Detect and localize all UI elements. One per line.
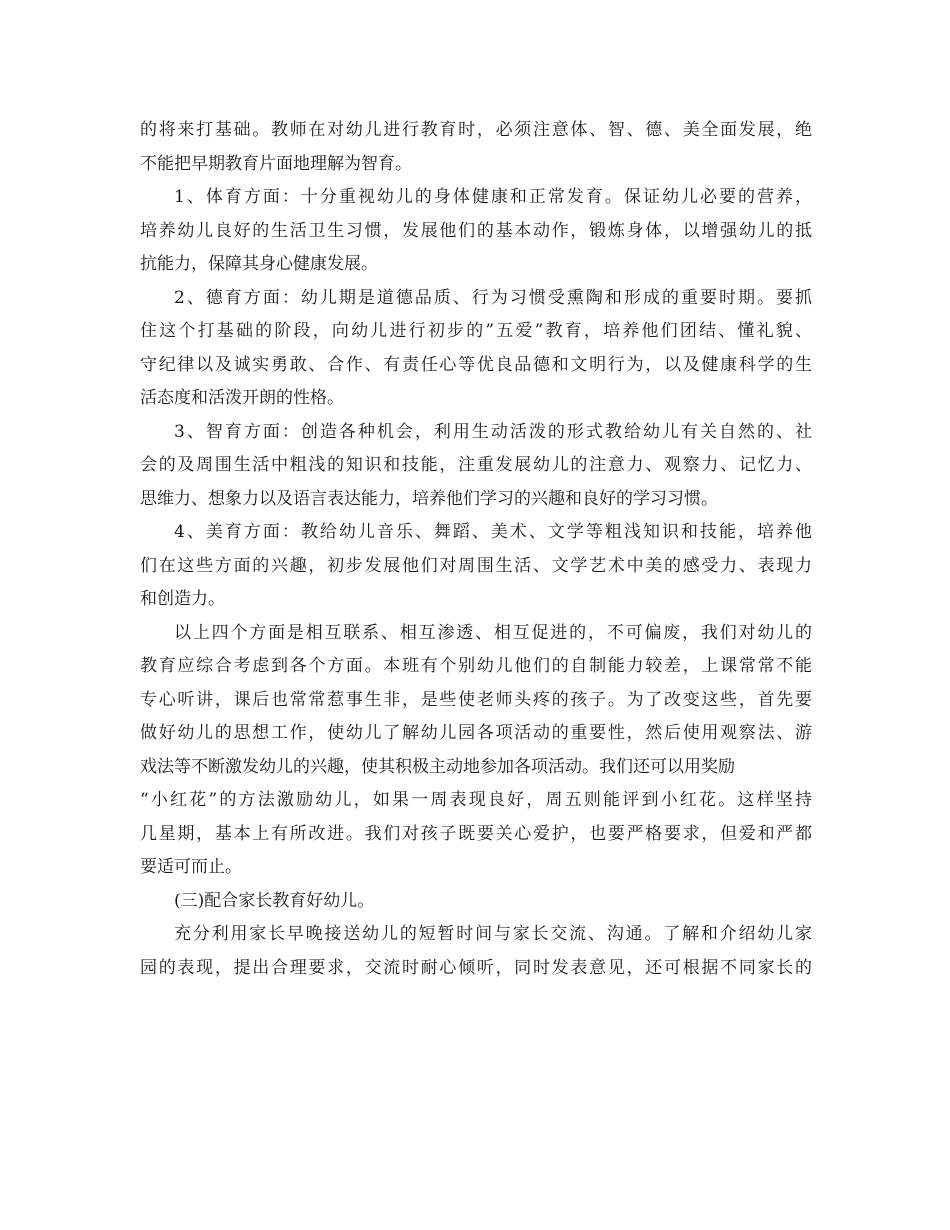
text-line: 专心听讲，课后也常常惹事生非，是些使老师头疼的孩子。为了改变这些，首先要 bbox=[140, 689, 812, 710]
text-line: 们在这些方面的兴趣，初步发展他们对周围生活、文学艺术中美的感受力、表现力 bbox=[140, 555, 812, 576]
text-line: 教育应综合考虑到各个方面。本班有个别幼儿他们的自制能力较差，上课常常不能 bbox=[140, 656, 812, 676]
text-line: 充分利用家长早晚接送幼儿的短暂时间与家长交流、沟通。了解和介绍幼儿家 bbox=[174, 924, 812, 944]
text-line: 3、智育方面：创造各种机会，利用生动活泼的形式教给幼儿有关自然的、社 bbox=[174, 421, 812, 442]
text-line: 戏法等不断激发幼儿的兴趣，使其积极主动地参加各项活动。我们还可以用奖励 bbox=[140, 756, 735, 777]
text-line: “小红花”的方法激励幼儿，如果一周表现良好，周五则能评到小红花。这样坚持 bbox=[140, 790, 812, 810]
text-line: 2、德育方面：幼儿期是道德品质、行为习惯受熏陶和形成的重要时期。要抓 bbox=[174, 287, 812, 308]
text-line: 几星期，基本上有所改进。我们对孩子既要关心爱护，也要严格要求，但爱和严都 bbox=[140, 823, 812, 844]
text-line: 要适可而止。 bbox=[140, 857, 242, 877]
text-line: 做好幼儿的思想工作，使幼儿了解幼儿园各项活动的重要性，然后使用观察法、游 bbox=[140, 723, 812, 743]
text-line: 会的及周围生活中粗浅的知识和技能，注重发展幼儿的注意力、观察力、记忆力、 bbox=[140, 455, 812, 475]
section-heading: (三)配合家长教育好幼儿。 bbox=[174, 890, 375, 911]
text-line: 思维力、想象力以及语言表达能力，培养他们学习的兴趣和良好的学习习惯。 bbox=[140, 488, 718, 509]
text-line: 4、美育方面：教给幼儿音乐、舞蹈、美术、文学等粗浅知识和技能，培养他 bbox=[174, 522, 812, 542]
text-line: 培养幼儿良好的生活卫生习惯，发展他们的基本动作，锻炼身体，以增强幼儿的抵 bbox=[140, 220, 812, 241]
document-body bbox=[140, 114, 812, 985]
text-line: 住这个打基础的阶段，向幼儿进行初步的”五爱”教育，培养他们团结、懂礼貌、 bbox=[140, 321, 812, 341]
text-line: 不能把早期教育片面地理解为智育。 bbox=[140, 153, 412, 174]
text-line: 的将来打基础。教师在对幼儿进行教育时，必须注意体、智、德、美全面发展，绝 bbox=[140, 120, 812, 140]
text-line: 以上四个方面是相互联系、相互渗透、相互促进的，不可偏废，我们对幼儿的 bbox=[174, 622, 812, 643]
text-line: 1、体育方面：十分重视幼儿的身体健康和正常发育。保证幼儿必要的营养， bbox=[174, 187, 812, 207]
text-line: 和创造力。 bbox=[140, 589, 225, 609]
text-line: 守纪律以及诚实勇敢、合作、有责任心等优良品德和文明行为，以及健康科学的生 bbox=[140, 354, 812, 375]
text-line: 抗能力，保障其身心健康发展。 bbox=[140, 254, 378, 274]
text-line: 园的表现，提出合理要求，交流时耐心倾听，同时发表意见，还可根据不同家长的 bbox=[140, 957, 812, 978]
text-line: 活态度和活泼开朗的性格。 bbox=[140, 388, 344, 408]
